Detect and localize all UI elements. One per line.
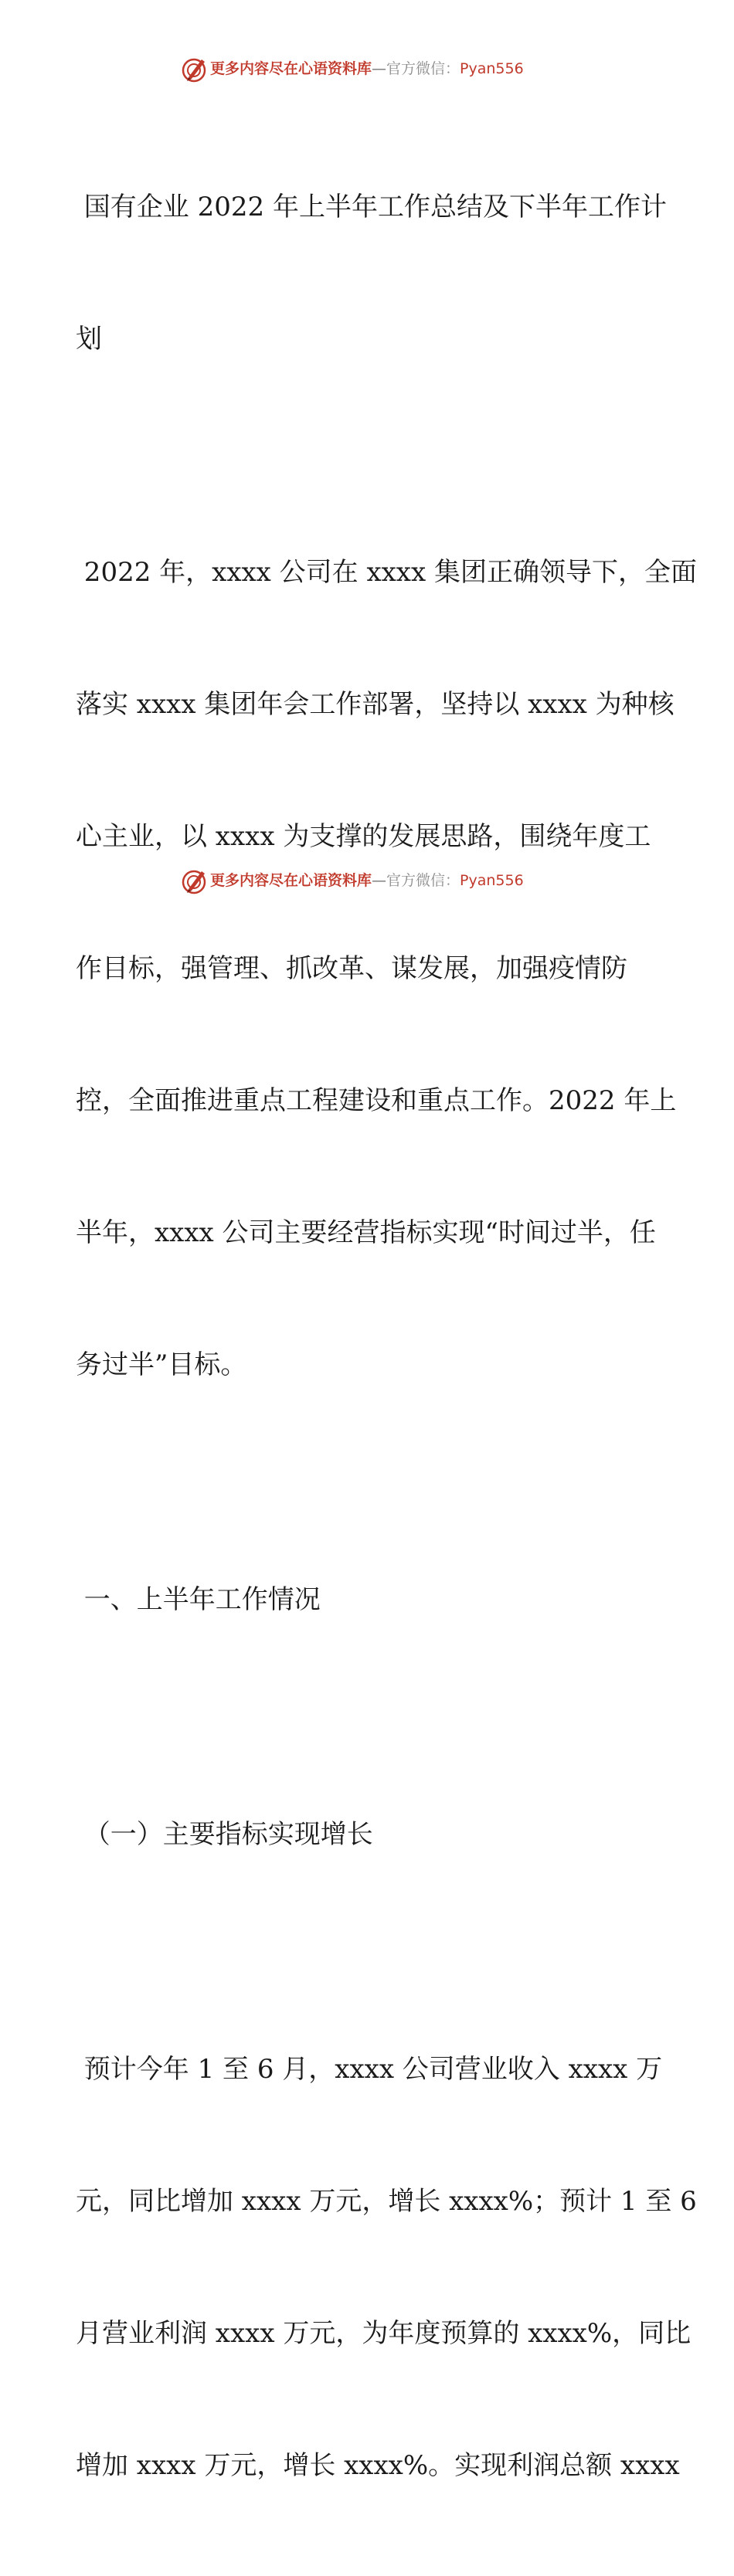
title-line: 国有企业 2022 年上半年工作总结及下半年工作计 bbox=[76, 192, 667, 222]
watermark-id: Pyan556 bbox=[460, 60, 524, 77]
watermark-text bbox=[210, 871, 524, 891]
watermark-site: 更多内容尽在心语资料库 bbox=[210, 60, 372, 77]
pen-logo-icon bbox=[181, 867, 209, 895]
watermark-label: 官方微信： bbox=[386, 872, 460, 889]
section-heading-text: 一、上半年工作情况 bbox=[76, 1584, 321, 1615]
document-title bbox=[76, 97, 667, 450]
watermark-footer bbox=[0, 866, 734, 897]
watermark-separator: — bbox=[372, 60, 387, 77]
watermark-id: Pyan556 bbox=[460, 872, 524, 889]
intro-paragraph bbox=[76, 463, 697, 1475]
paragraph-line: 落实 xxxx 集团年会工作部署，坚持以 xxxx 为种核 bbox=[76, 689, 675, 720]
paragraph-line: 2022 年，xxxx 公司在 xxxx 集团正确领导下，全面 bbox=[76, 557, 697, 588]
pen-logo-icon bbox=[181, 56, 209, 83]
paragraph-line: 控，全面推进重点工程建设和重点工作。2022 年上 bbox=[76, 1085, 677, 1116]
watermark-label: 官方微信： bbox=[386, 60, 460, 77]
paragraph-line: 半年，xxxx 公司主要经营指标实现“时间过半，任 bbox=[76, 1217, 656, 1248]
title-line: 划 bbox=[76, 324, 102, 355]
paragraph-line: 月营业利润 xxxx 万元，为年度预算的 xxxx%，同比 bbox=[76, 2318, 692, 2349]
paragraph-line: 元，同比增加 xxxx 万元，增长 xxxx%；预计 1 至 6 bbox=[76, 2186, 697, 2217]
document-body bbox=[76, 97, 697, 2576]
paragraph-line: 增加 xxxx 万元，增长 xxxx%。实现利润总额 xxxx bbox=[76, 2450, 680, 2481]
watermark-text bbox=[210, 59, 524, 79]
watermark-separator: — bbox=[372, 872, 387, 889]
subsection-heading bbox=[76, 1725, 663, 1945]
body-paragraph bbox=[76, 1960, 697, 2576]
watermark-header bbox=[0, 54, 734, 85]
section-heading bbox=[76, 1490, 663, 1710]
paragraph-line: 作目标，强管理、抓改革、谋发展，加强疫情防 bbox=[76, 953, 627, 984]
paragraph-line: 心主业，以 xxxx 为支撑的发展思路，围绕年度工 bbox=[76, 821, 651, 852]
watermark-site: 更多内容尽在心语资料库 bbox=[210, 872, 372, 889]
paragraph-line: 预计今年 1 至 6 月，xxxx 公司营业收入 xxxx 万 bbox=[76, 2054, 663, 2085]
subsection-heading-text: （一）主要指标实现增长 bbox=[76, 1819, 373, 1850]
paragraph-line: 务过半”目标。 bbox=[76, 1349, 247, 1380]
